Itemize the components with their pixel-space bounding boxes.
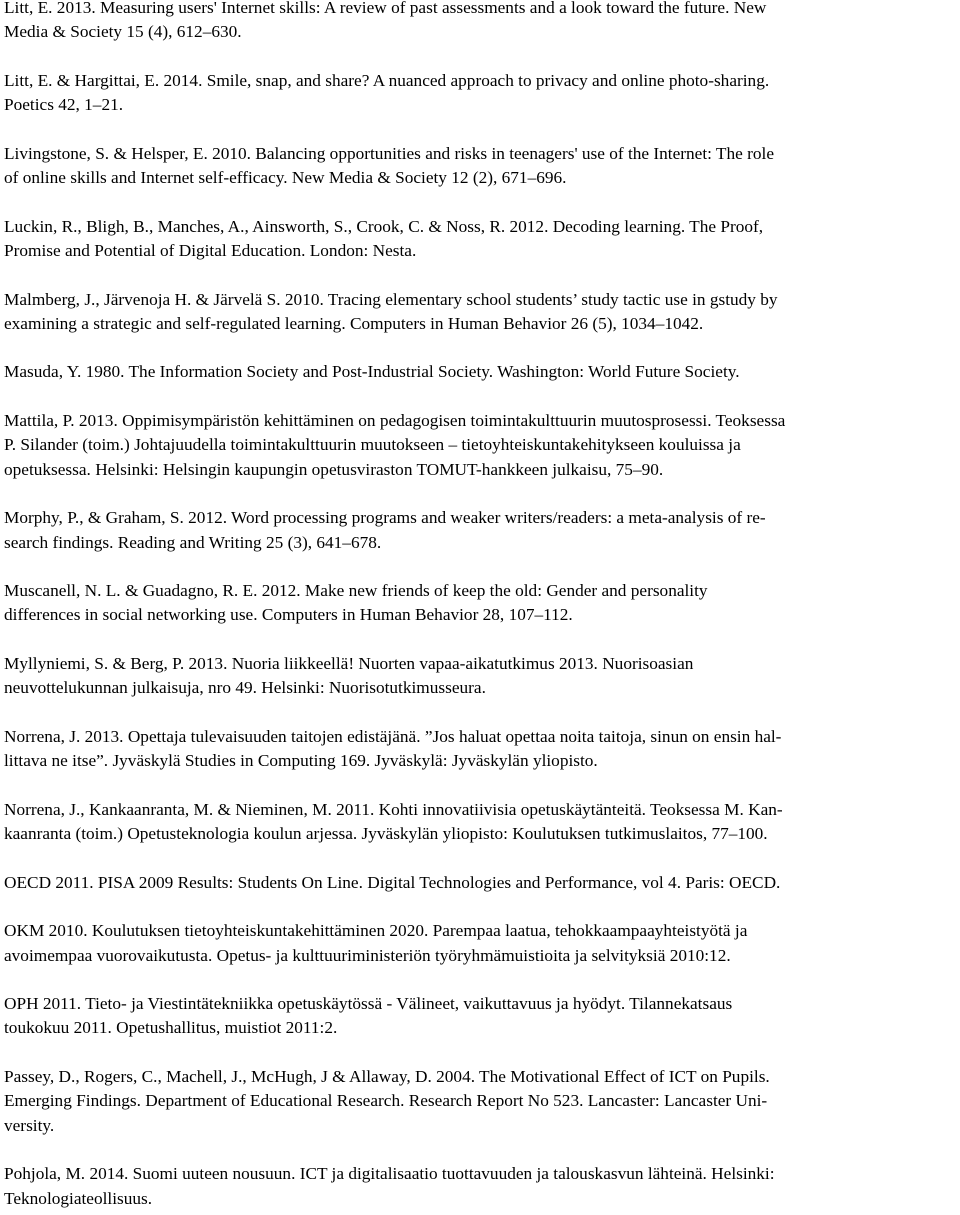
reference-line: Luckin, R., Bligh, B., Manches, A., Ainsworth, S., Crook, C. & Noss, R. 2012. Decoding learning. The Proof, xyxy=(4,216,764,236)
reference-spacer xyxy=(4,846,952,870)
reference-line: Mattila, P. 2013. Oppimisympäristön kehittäminen on pedagogisen toimintakulttuurin muutosprosessi. Teoksessa xyxy=(4,411,786,431)
reference-entry xyxy=(4,506,952,555)
reference-line: neuvottelukunnan julkaisuja, nro 49. Helsinki: Nuorisotutkimusseura. xyxy=(4,678,486,698)
reference-entry xyxy=(4,798,952,847)
reference-entry xyxy=(4,919,952,968)
reference-spacer xyxy=(4,701,952,725)
reference-spacer xyxy=(4,555,952,579)
reference-line: Emerging Findings. Department of Educational Research. Research Report No 523. Lancaster: Lancaster Uni- xyxy=(4,1091,768,1111)
reference-spacer xyxy=(4,968,952,992)
reference-spacer xyxy=(4,774,952,798)
reference-line: Passey, D., Rogers, C., Machell, J., McHugh, J & Allaway, D. 2004. The Motivational Effect of ICT on Pupils. xyxy=(4,1067,770,1087)
reference-line: Poetics 42, 1–21. xyxy=(4,95,124,115)
reference-line: Norrena, J. 2013. Opettaja tulevaisuuden taitojen edistäjänä. ”Jos haluat opettaa noita taitoja, sinun on ensin hal- xyxy=(4,726,782,746)
reference-entry xyxy=(4,360,952,384)
reference-spacer xyxy=(4,45,952,69)
reference-entry xyxy=(4,142,952,191)
reference-spacer xyxy=(4,1041,952,1065)
reference-line: Norrena, J., Kankaanranta, M. & Nieminen, M. 2011. Kohti innovatiivisia opetuskäytänteitä. Teoksessa M. Kan- xyxy=(4,799,783,819)
reference-entry xyxy=(4,215,952,264)
reference-line: Media & Society 15 (4), 612–630. xyxy=(4,22,242,42)
reference-entry xyxy=(4,725,952,774)
reference-spacer xyxy=(4,385,952,409)
reference-line: Teknologiateollisuus. xyxy=(4,1188,153,1208)
reference-line: Morphy, P., & Graham, S. 2012. Word processing programs and weaker writers/readers: a meta-analysis of re- xyxy=(4,508,766,528)
reference-line: littava ne itse”. Jyväskylä Studies in Computing 169. Jyväskylä: Jyväskylän yliopisto. xyxy=(4,751,598,771)
reference-spacer xyxy=(4,336,952,360)
reference-spacer xyxy=(4,263,952,287)
reference-entry xyxy=(4,288,952,337)
reference-line: Myllyniemi, S. & Berg, P. 2013. Nuoria liikkeellä! Nuorten vapaa-aikatutkimus 2013. Nuorisoasian xyxy=(4,654,694,674)
reference-entry xyxy=(4,0,952,45)
reference-line: Masuda, Y. 1980. The Information Society and Post-Industrial Society. Washington: World Future Society. xyxy=(4,362,740,382)
reference-spacer xyxy=(4,895,952,919)
reference-line: OKM 2010. Koulutuksen tietoyhteiskuntakehittäminen 2020. Parempaa laatua, tehokkaampaayhteistyötä ja xyxy=(4,921,748,941)
reference-line: Litt, E. & Hargittai, E. 2014. Smile, snap, and share? A nuanced approach to privacy and online photo-sharing. xyxy=(4,70,770,90)
reference-line: Livingstone, S. & Helsper, E. 2010. Balancing opportunities and risks in teenagers' use of the Internet: The role xyxy=(4,143,774,163)
reference-entry xyxy=(4,69,952,118)
reference-line: toukokuu 2011. Opetushallitus, muistiot 2011:2. xyxy=(4,1018,338,1038)
reference-entry xyxy=(4,1162,952,1211)
reference-spacer xyxy=(4,482,952,506)
reference-line: kaanranta (toim.) Opetusteknologia koulun arjessa. Jyväskylän yliopisto: Koulutuksen tutkimuslaitos, 77–100. xyxy=(4,824,768,844)
reference-line: Promise and Potential of Digital Education. London: Nesta. xyxy=(4,240,417,260)
reference-entry xyxy=(4,579,952,628)
reference-line: avoimempaa vuorovaikutusta. Opetus- ja kulttuuriministeriön työryhmämuistioita ja selvityksiä 2010:12. xyxy=(4,945,731,965)
reference-line: Malmberg, J., Järvenoja H. & Järvelä S. 2010. Tracing elementary school students’ study tactic use in gstudy by xyxy=(4,289,778,309)
reference-line: search findings. Reading and Writing 25 (3), 641–678. xyxy=(4,532,382,552)
reference-line: Muscanell, N. L. & Guadagno, R. E. 2012. Make new friends of keep the old: Gender and personality xyxy=(4,581,708,601)
reference-line: Litt, E. 2013. Measuring users' Internet skills: A review of past assessments and a look toward the future. New xyxy=(4,0,767,17)
reference-line: OECD 2011. PISA 2009 Results: Students On Line. Digital Technologies and Performance, vol 4. Paris: OECD. xyxy=(4,872,781,892)
reference-line: examining a strategic and self-regulated learning. Computers in Human Behavior 26 (5), 1034–1042. xyxy=(4,313,704,333)
reference-spacer xyxy=(4,190,952,214)
reference-line: of online skills and Internet self-efficacy. New Media & Society 12 (2), 671–696. xyxy=(4,168,567,188)
reference-line: opetuksessa. Helsinki: Helsingin kaupungin opetusviraston TOMUT-hankkeen julkaisu, 75–90. xyxy=(4,459,664,479)
reference-entry xyxy=(4,1065,952,1138)
reference-line: OPH 2011. Tieto- ja Viestintätekniikka opetuskäytössä - Välineet, vaikuttavuus ja hyödyt. Tilannekatsaus xyxy=(4,994,733,1014)
reference-entry xyxy=(4,652,952,701)
reference-entry xyxy=(4,871,952,895)
reference-spacer xyxy=(4,117,952,141)
reference-spacer xyxy=(4,628,952,652)
reference-line: differences in social networking use. Computers in Human Behavior 28, 107–112. xyxy=(4,605,573,625)
reference-line: P. Silander (toim.) Johtajuudella toimintakulttuurin muutokseen – tietoyhteiskuntakehitykseen kouluissa ja xyxy=(4,435,741,455)
reference-entry xyxy=(4,992,952,1041)
reference-entry xyxy=(4,409,952,482)
reference-line: Pohjola, M. 2014. Suomi uuteen nousuun. ICT ja digitalisaatio tuottavuuden ja talouskasvun lähteinä. Helsinki: xyxy=(4,1164,775,1184)
reference-line: versity. xyxy=(4,1115,55,1135)
reference-spacer xyxy=(4,1138,952,1162)
